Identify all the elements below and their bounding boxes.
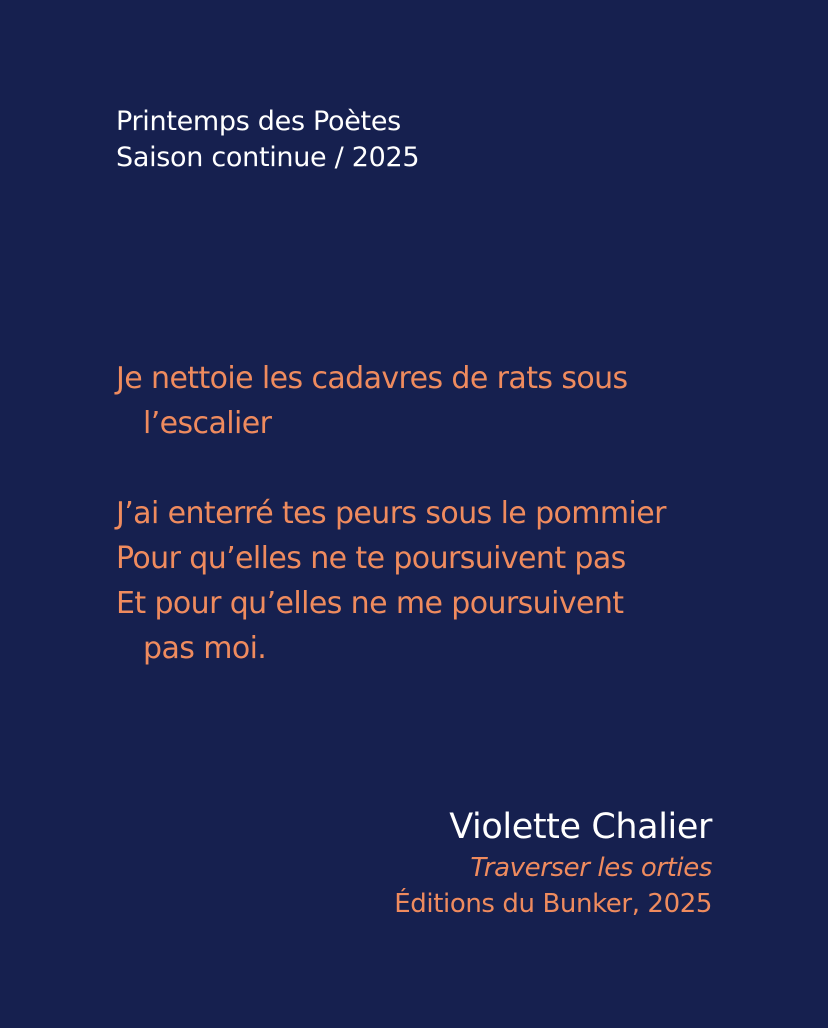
signature-block (394, 804, 712, 922)
poem-line: Pour qu’elles ne te poursuivent pas (116, 541, 626, 576)
poem-line-continuation: pas moi. (143, 631, 267, 666)
poem-line: Je nettoie les cadavres de rats sous (116, 361, 628, 396)
series-name: Printemps des Poètes (116, 106, 401, 137)
poem-text (116, 356, 756, 671)
publisher-line: Éditions du Bunker, 2025 (394, 889, 712, 919)
poem-line-continuation: l’escalier (143, 406, 272, 441)
stanza-break (116, 446, 756, 491)
season-label: Saison continue / 2025 (116, 142, 420, 173)
poem-line: J’ai enterré tes peurs sous le pommier (116, 496, 666, 531)
poem-line: Et pour qu’elles ne me poursuivent (116, 586, 624, 621)
book-title: Traverser les orties (470, 853, 712, 883)
author-name: Violette Chalier (449, 807, 712, 847)
series-header (116, 104, 419, 176)
